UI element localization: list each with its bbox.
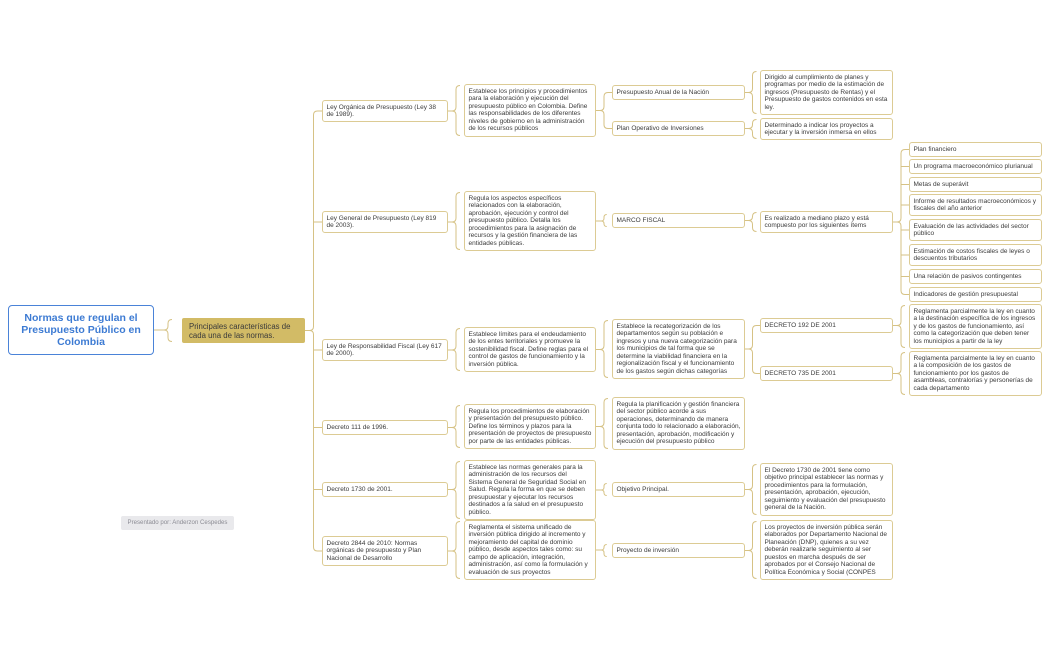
connector-line xyxy=(745,465,757,515)
subtopic-presupuesto-anual[interactable]: Presupuesto Anual de la Nación xyxy=(612,85,745,100)
connector-line xyxy=(596,484,607,496)
connector-line xyxy=(893,353,905,395)
marco-fiscal-item[interactable]: Un programa macroeconómico plurianual xyxy=(909,159,1042,174)
marco-fiscal-item[interactable]: Una relación de pasivos contingentes xyxy=(909,269,1042,284)
connector-line xyxy=(448,329,460,371)
root-topic[interactable]: Normas que regulan el Presupuesto Público en Colombia xyxy=(8,305,154,355)
connector-line xyxy=(745,72,757,114)
detail-decree-192[interactable]: Reglamenta parcialmente la ley en cuanto a la destinación específica de los ingresos y de los gastos de funcionamiento, así como la categorización que deben tener los municipios a partir de la ley xyxy=(909,304,1042,349)
law-summary-decreto-111[interactable]: Regula los procedimientos de elaboración y presentación del presupuesto público. Define los términos y plazos para la presentación de proyectos de presupuesto por parte de las entidades públicas. xyxy=(464,404,596,449)
law-topic-ley-organica[interactable]: Ley Orgánica de Presupuesto (Ley 38 de 1989). xyxy=(322,100,448,122)
author-credit[interactable]: Presentado por: Anderzon Cespedes xyxy=(121,516,234,530)
connector-line xyxy=(448,522,460,579)
connector-line xyxy=(305,111,322,551)
subtopic-plan-operativo[interactable]: Plan Operativo de Inversiones xyxy=(612,121,745,136)
subtopic-objetivo-principal[interactable]: Objetivo Principal. xyxy=(612,482,745,497)
connector-line xyxy=(596,215,607,227)
detail-marco-fiscal[interactable]: Es realizado a mediano plazo y está compuesto por los siguientes ítems xyxy=(760,211,893,233)
connector-line xyxy=(596,399,608,449)
detail-plan-operativo[interactable]: Determinado a indicar los proyectos a ejecutar y la inversión inmersa en ellos xyxy=(760,118,893,140)
detail-objetivo-principal[interactable]: El Decreto 1730 de 2001 tiene como objetivo principal establecer las normas y procedimientos para la formulación, presentación, aprobación, ejecución, seguimiento y evaluación del presupuesto general de la Nación. xyxy=(760,463,893,516)
law-summary-decreto-2844[interactable]: Reglamenta el sistema unificado de inversión pública dirigido al incremento y mejoramiento del capital de dominio público, desde aspectos tales como: su campo de aplicación, integración, administración, así como la formulación y evaluación de sus proyectos xyxy=(464,520,596,580)
law-summary-decreto-1730[interactable]: Establece las normas generales para la administración de los recursos del Sistema General de Seguridad Social en Salud. Regula la forma en que se deben presupuestar y ejecutar los recursos destinados a la salud en el presupuesto público. xyxy=(464,460,596,520)
law-summary-ley-general[interactable]: Regula los aspectos específicos relacionados con la elaboración, aprobación, ejecución y control del presupuesto público. Detalla los procedimientos para la asignación de recursos y la gestión financiera de las entidades públicas. xyxy=(464,191,596,251)
connector-line xyxy=(745,120,757,139)
subtopic-planificacion[interactable]: Regula la planificación y gestión financiera del sector público acorde a sus operaciones, determinando de manera conjunta todo lo relacionado a elaboración, presentación, aprobación, modificación y ejecución del presupuesto público xyxy=(612,397,745,450)
law-topic-decreto-2844[interactable]: Decreto 2844 de 2010: Normas orgánicas de presupuesto y Plan Nacional de Desarrollo xyxy=(322,536,448,566)
connector-line xyxy=(448,193,460,250)
connector-line xyxy=(745,213,757,232)
subtopic-marco-fiscal[interactable]: MARCO FISCAL xyxy=(612,213,745,228)
connector-line xyxy=(745,522,757,579)
detail-decree-735[interactable]: Reglamenta parcialmente la ley en cuanto a la composición de los gastos de funcionamiento por los gastos de asambleas, contralorías y personerías de cada departamento xyxy=(909,351,1042,396)
connector-line xyxy=(893,150,909,295)
branch-topic[interactable]: Principales características de cada una de las normas. xyxy=(182,318,305,343)
connector-line xyxy=(448,406,460,448)
law-topic-ley-responsabilidad-fiscal[interactable]: Ley de Responsabilidad Fiscal (Ley 617 de 2000). xyxy=(322,339,448,361)
marco-fiscal-item[interactable]: Estimación de costos fiscales de leyes o descuentos tributarios xyxy=(909,244,1042,266)
law-topic-ley-general[interactable]: Ley General de Presupuesto (Ley 819 de 2003). xyxy=(322,211,448,233)
law-topic-decreto-1730[interactable]: Decreto 1730 de 2001. xyxy=(322,482,448,497)
connector-line xyxy=(596,93,612,129)
decree-735-2001[interactable]: DECRETO 735 DE 2001 xyxy=(760,366,893,381)
marco-fiscal-item[interactable]: Plan financiero xyxy=(909,142,1042,157)
marco-fiscal-item[interactable]: Informe de resultados macroeconómicos y fiscales del año anterior xyxy=(909,194,1042,216)
connector-line xyxy=(448,86,460,136)
decree-192-2001[interactable]: DECRETO 192 DE 2001 xyxy=(760,318,893,333)
marco-fiscal-item[interactable]: Metas de superávit xyxy=(909,177,1042,192)
law-summary-ley-responsabilidad-fiscal[interactable]: Establece límites para el endeudamiento de los entes territoriales y promueve la sostenibilidad fiscal. Define reglas para el control de gastos de funcionamiento y la inversión pública. xyxy=(464,327,596,372)
marco-fiscal-item[interactable]: Indicadores de gestión presupuestal xyxy=(909,287,1042,302)
connector-line xyxy=(745,326,760,374)
connector-line xyxy=(893,306,905,348)
detail-presupuesto-anual[interactable]: Dirigido al cumplimiento de planes y programas por medio de la estimación de ingresos (Presupuesto de Rentas) y el Presupuesto de gastos contenidos en esta ley. xyxy=(760,70,893,115)
law-summary-ley-organica[interactable]: Establece los principios y procedimientos para la elaboración y ejecución del presupuesto público en Colombia. Define las responsabilidades de los diferentes niveles de gobierno en la administración de los recursos públicos xyxy=(464,84,596,137)
connector-line xyxy=(596,321,608,378)
marco-fiscal-item[interactable]: Evaluación de las actividades del sector público xyxy=(909,219,1042,241)
subtopic-proyecto-inversion[interactable]: Proyecto de inversión xyxy=(612,543,745,558)
subtopic-recategorizacion[interactable]: Establece la recategorización de los departamentos según su población e ingresos y una nueva categorización para los municipios de tal forma que se determine la viabilidad financiera en la regionalización fiscal y el funcionamiento de los gastos según dichas categorías xyxy=(612,319,745,379)
detail-proyecto-inversion[interactable]: Los proyectos de inversión pública serán elaborados por Departamento Nacional de Planeación (DNP), quienes a su vez deberán realizarle seguimiento al ser puestos en marcha después de ser aprobados por el Consejo Nacional de Política Económica y Social (CONPES xyxy=(760,520,893,580)
law-topic-decreto-111[interactable]: Decreto 111 de 1996. xyxy=(322,420,448,435)
connector-line xyxy=(596,545,607,557)
connector-line xyxy=(448,462,460,519)
connector-line xyxy=(154,320,172,342)
